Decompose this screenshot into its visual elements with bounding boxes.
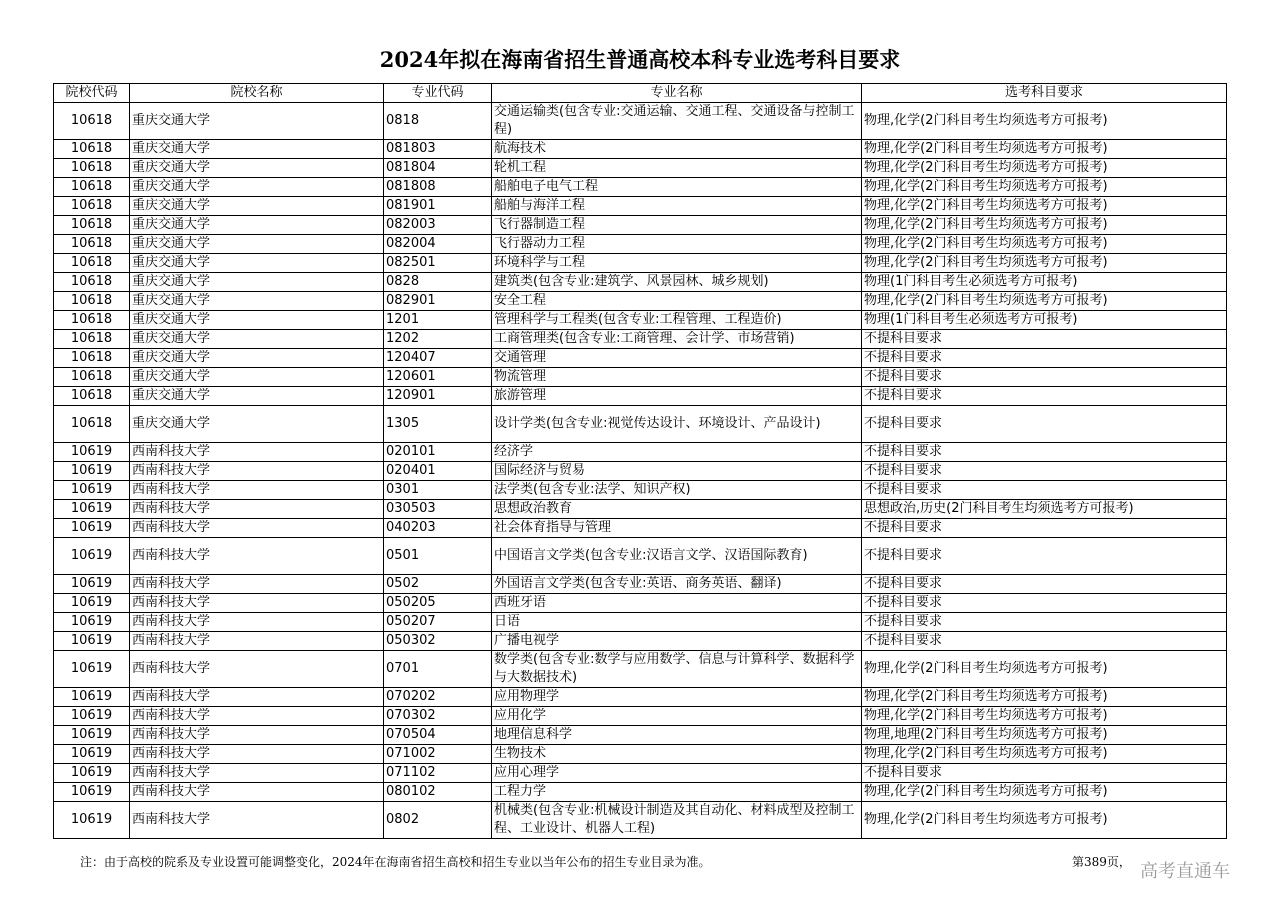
major-code-cell: 0501 [384, 538, 492, 575]
page-number: 第389页， [1072, 855, 1131, 869]
subject-requirement-cell: 不提科目要求 [862, 632, 1227, 651]
school-name-cell: 西南科技大学 [130, 651, 384, 688]
major-name-cell: 设计学类(包含专业:视觉传达设计、环境设计、产品设计) [492, 406, 862, 443]
major-code-cell: 120901 [384, 387, 492, 406]
major-name-cell: 生物技术 [492, 745, 862, 764]
table-row [54, 330, 1227, 349]
major-name-cell: 应用化学 [492, 707, 862, 726]
table-row [54, 387, 1227, 406]
school-code-cell: 10618 [54, 159, 130, 178]
subject-requirement-cell: 不提科目要求 [862, 387, 1227, 406]
major-code-cell: 071102 [384, 764, 492, 783]
table-row [54, 783, 1227, 802]
major-code-cell: 1202 [384, 330, 492, 349]
school-name-cell: 重庆交通大学 [130, 406, 384, 443]
table-row [54, 197, 1227, 216]
school-code-cell: 10618 [54, 311, 130, 330]
school-code-cell: 10619 [54, 688, 130, 707]
subject-requirement-cell: 物理,化学(2门科目考生均须选考方可报考) [862, 103, 1227, 140]
major-code-cell: 120407 [384, 349, 492, 368]
major-name-cell: 应用心理学 [492, 764, 862, 783]
school-name-cell: 西南科技大学 [130, 632, 384, 651]
major-code-cell: 070504 [384, 726, 492, 745]
major-name-cell: 旅游管理 [492, 387, 862, 406]
table-row [54, 311, 1227, 330]
major-name-cell: 船舶电子电气工程 [492, 178, 862, 197]
school-code-cell: 10619 [54, 745, 130, 764]
major-code-cell: 082003 [384, 216, 492, 235]
school-name-cell: 西南科技大学 [130, 462, 384, 481]
table-row [54, 575, 1227, 594]
major-code-cell: 081901 [384, 197, 492, 216]
major-code-cell: 0818 [384, 103, 492, 140]
table-row [54, 254, 1227, 273]
school-code-cell: 10618 [54, 178, 130, 197]
subject-requirement-cell: 不提科目要求 [862, 575, 1227, 594]
school-code-cell: 10619 [54, 726, 130, 745]
major-name-cell: 环境科学与工程 [492, 254, 862, 273]
school-name-cell: 西南科技大学 [130, 443, 384, 462]
school-code-cell: 10619 [54, 519, 130, 538]
school-code-cell: 10618 [54, 368, 130, 387]
school-code-cell: 10618 [54, 235, 130, 254]
subject-requirement-cell: 物理,化学(2门科目考生均须选考方可报考) [862, 159, 1227, 178]
table-row [54, 159, 1227, 178]
subject-requirement-cell: 物理(1门科目考生必须选考方可报考) [862, 273, 1227, 292]
school-code-cell: 10619 [54, 500, 130, 519]
subject-requirement-cell: 物理,化学(2门科目考生均须选考方可报考) [862, 802, 1227, 839]
table-row [54, 178, 1227, 197]
table-header-row [54, 84, 1227, 103]
subject-requirement-cell: 物理,化学(2门科目考生均须选考方可报考) [862, 197, 1227, 216]
school-code-cell: 10618 [54, 273, 130, 292]
school-name-cell: 西南科技大学 [130, 538, 384, 575]
header-subject-requirement: 选考科目要求 [862, 84, 1227, 103]
major-code-cell: 0828 [384, 273, 492, 292]
major-code-cell: 020101 [384, 443, 492, 462]
school-name-cell: 重庆交通大学 [130, 368, 384, 387]
subject-requirement-cell: 物理,化学(2门科目考生均须选考方可报考) [862, 745, 1227, 764]
subject-requirement-cell: 物理,化学(2门科目考生均须选考方可报考) [862, 140, 1227, 159]
major-name-cell: 交通管理 [492, 349, 862, 368]
table-row [54, 688, 1227, 707]
school-name-cell: 重庆交通大学 [130, 349, 384, 368]
school-name-cell: 西南科技大学 [130, 745, 384, 764]
major-code-cell: 120601 [384, 368, 492, 387]
subject-requirement-cell: 不提科目要求 [862, 368, 1227, 387]
school-name-cell: 西南科技大学 [130, 594, 384, 613]
school-code-cell: 10619 [54, 802, 130, 839]
major-code-cell: 0502 [384, 575, 492, 594]
major-code-cell: 0701 [384, 651, 492, 688]
school-name-cell: 西南科技大学 [130, 707, 384, 726]
subject-requirement-cell: 物理,化学(2门科目考生均须选考方可报考) [862, 292, 1227, 311]
school-name-cell: 重庆交通大学 [130, 197, 384, 216]
table-row [54, 349, 1227, 368]
major-code-cell: 071002 [384, 745, 492, 764]
major-code-cell: 081808 [384, 178, 492, 197]
school-code-cell: 10619 [54, 575, 130, 594]
major-name-cell: 建筑类(包含专业:建筑学、风景园林、城乡规划) [492, 273, 862, 292]
table-row [54, 216, 1227, 235]
subject-requirement-cell: 不提科目要求 [862, 330, 1227, 349]
school-code-cell: 10619 [54, 481, 130, 500]
major-name-cell: 物流管理 [492, 368, 862, 387]
table-body [54, 103, 1227, 839]
header-school-code: 院校代码 [54, 84, 130, 103]
school-code-cell: 10619 [54, 651, 130, 688]
major-name-cell: 日语 [492, 613, 862, 632]
major-name-cell: 安全工程 [492, 292, 862, 311]
table-row [54, 462, 1227, 481]
table-row [54, 519, 1227, 538]
school-code-cell: 10619 [54, 707, 130, 726]
major-code-cell: 070202 [384, 688, 492, 707]
school-code-cell: 10619 [54, 764, 130, 783]
school-code-cell: 10618 [54, 406, 130, 443]
major-code-cell: 082501 [384, 254, 492, 273]
school-name-cell: 重庆交通大学 [130, 292, 384, 311]
table-row [54, 481, 1227, 500]
major-code-cell: 070302 [384, 707, 492, 726]
table-row [54, 140, 1227, 159]
major-code-cell: 1305 [384, 406, 492, 443]
table-row [54, 406, 1227, 443]
subject-requirement-cell: 物理,化学(2门科目考生均须选考方可报考) [862, 254, 1227, 273]
watermark-text: 高考直通车 [1140, 861, 1230, 882]
major-name-cell: 工商管理类(包含专业:工商管理、会计学、市场营销) [492, 330, 862, 349]
subject-requirement-cell: 不提科目要求 [862, 462, 1227, 481]
school-code-cell: 10619 [54, 538, 130, 575]
major-name-cell: 航海技术 [492, 140, 862, 159]
school-code-cell: 10618 [54, 349, 130, 368]
school-name-cell: 西南科技大学 [130, 764, 384, 783]
school-code-cell: 10618 [54, 387, 130, 406]
table-row [54, 745, 1227, 764]
major-name-cell: 机械类(包含专业:机械设计制造及其自动化、材料成型及控制工程、工业设计、机器人工程) [492, 802, 862, 839]
major-name-cell: 广播电视学 [492, 632, 862, 651]
table-row [54, 764, 1227, 783]
major-code-cell: 040203 [384, 519, 492, 538]
subject-requirement-cell: 物理,化学(2门科目考生均须选考方可报考) [862, 688, 1227, 707]
major-name-cell: 轮机工程 [492, 159, 862, 178]
major-name-cell: 国际经济与贸易 [492, 462, 862, 481]
major-name-cell: 经济学 [492, 443, 862, 462]
major-name-cell: 社会体育指导与管理 [492, 519, 862, 538]
school-code-cell: 10618 [54, 103, 130, 140]
school-code-cell: 10619 [54, 594, 130, 613]
major-name-cell: 西班牙语 [492, 594, 862, 613]
major-code-cell: 0802 [384, 802, 492, 839]
subject-requirement-cell: 物理,化学(2门科目考生均须选考方可报考) [862, 707, 1227, 726]
requirements-table [53, 83, 1227, 839]
major-code-cell: 030503 [384, 500, 492, 519]
table-row [54, 726, 1227, 745]
subject-requirement-cell: 物理,地理(2门科目考生均须选考方可报考) [862, 726, 1227, 745]
table-row [54, 802, 1227, 839]
header-major-name: 专业名称 [492, 84, 862, 103]
major-code-cell: 081803 [384, 140, 492, 159]
subject-requirement-cell: 不提科目要求 [862, 519, 1227, 538]
major-name-cell: 管理科学与工程类(包含专业:工程管理、工程造价) [492, 311, 862, 330]
subject-requirement-cell: 不提科目要求 [862, 406, 1227, 443]
school-name-cell: 西南科技大学 [130, 688, 384, 707]
subject-requirement-cell: 思想政治,历史(2门科目考生均须选考方可报考) [862, 500, 1227, 519]
school-name-cell: 西南科技大学 [130, 783, 384, 802]
school-code-cell: 10619 [54, 443, 130, 462]
major-name-cell: 外国语言文学类(包含专业:英语、商务英语、翻译) [492, 575, 862, 594]
table-row [54, 651, 1227, 688]
table-row [54, 235, 1227, 254]
major-code-cell: 080102 [384, 783, 492, 802]
subject-requirement-cell: 不提科目要求 [862, 481, 1227, 500]
school-code-cell: 10619 [54, 632, 130, 651]
school-code-cell: 10618 [54, 330, 130, 349]
major-name-cell: 法学类(包含专业:法学、知识产权) [492, 481, 862, 500]
major-code-cell: 1201 [384, 311, 492, 330]
school-name-cell: 西南科技大学 [130, 726, 384, 745]
major-code-cell: 082004 [384, 235, 492, 254]
major-name-cell: 应用物理学 [492, 688, 862, 707]
school-code-cell: 10618 [54, 216, 130, 235]
school-name-cell: 西南科技大学 [130, 802, 384, 839]
school-name-cell: 重庆交通大学 [130, 254, 384, 273]
subject-requirement-cell: 物理,化学(2门科目考生均须选考方可报考) [862, 178, 1227, 197]
major-name-cell: 飞行器动力工程 [492, 235, 862, 254]
school-code-cell: 10618 [54, 254, 130, 273]
school-code-cell: 10618 [54, 197, 130, 216]
major-name-cell: 船舶与海洋工程 [492, 197, 862, 216]
major-code-cell: 050205 [384, 594, 492, 613]
table-row [54, 443, 1227, 462]
major-name-cell: 飞行器制造工程 [492, 216, 862, 235]
school-name-cell: 重庆交通大学 [130, 140, 384, 159]
table-row [54, 103, 1227, 140]
subject-requirement-cell: 物理,化学(2门科目考生均须选考方可报考) [862, 235, 1227, 254]
school-code-cell: 10619 [54, 783, 130, 802]
school-name-cell: 重庆交通大学 [130, 103, 384, 140]
school-name-cell: 重庆交通大学 [130, 311, 384, 330]
table-row [54, 632, 1227, 651]
school-name-cell: 重庆交通大学 [130, 273, 384, 292]
table-row [54, 292, 1227, 311]
table-row [54, 368, 1227, 387]
major-code-cell: 081804 [384, 159, 492, 178]
school-name-cell: 西南科技大学 [130, 500, 384, 519]
subject-requirement-cell: 不提科目要求 [862, 349, 1227, 368]
major-code-cell: 0301 [384, 481, 492, 500]
table-row [54, 707, 1227, 726]
major-name-cell: 数学类(包含专业:数学与应用数学、信息与计算科学、数据科学与大数据技术) [492, 651, 862, 688]
header-major-code: 专业代码 [384, 84, 492, 103]
major-code-cell: 050207 [384, 613, 492, 632]
subject-requirement-cell: 物理(1门科目考生必须选考方可报考) [862, 311, 1227, 330]
school-code-cell: 10619 [54, 613, 130, 632]
school-code-cell: 10618 [54, 140, 130, 159]
table-row [54, 538, 1227, 575]
major-name-cell: 思想政治教育 [492, 500, 862, 519]
table-row [54, 273, 1227, 292]
subject-requirement-cell: 不提科目要求 [862, 443, 1227, 462]
subject-requirement-cell: 不提科目要求 [862, 594, 1227, 613]
school-name-cell: 重庆交通大学 [130, 235, 384, 254]
school-name-cell: 西南科技大学 [130, 481, 384, 500]
subject-requirement-cell: 物理,化学(2门科目考生均须选考方可报考) [862, 783, 1227, 802]
major-code-cell: 050302 [384, 632, 492, 651]
major-name-cell: 地理信息科学 [492, 726, 862, 745]
school-name-cell: 重庆交通大学 [130, 159, 384, 178]
subject-requirement-cell: 不提科目要求 [862, 764, 1227, 783]
major-name-cell: 工程力学 [492, 783, 862, 802]
major-code-cell: 082901 [384, 292, 492, 311]
major-name-cell: 交通运输类(包含专业:交通运输、交通工程、交通设备与控制工程) [492, 103, 862, 140]
major-name-cell: 中国语言文学类(包含专业:汉语言文学、汉语国际教育) [492, 538, 862, 575]
table-row [54, 594, 1227, 613]
subject-requirement-cell: 物理,化学(2门科目考生均须选考方可报考) [862, 651, 1227, 688]
school-name-cell: 西南科技大学 [130, 613, 384, 632]
footnote: 注：由于高校的院系及专业设置可能调整变化，2024年在海南省招生高校和招生专业以当年公布的招生专业目录为准。 [80, 855, 711, 869]
header-school-name: 院校名称 [130, 84, 384, 103]
subject-requirement-cell: 不提科目要求 [862, 538, 1227, 575]
school-name-cell: 重庆交通大学 [130, 330, 384, 349]
school-name-cell: 重庆交通大学 [130, 216, 384, 235]
school-code-cell: 10618 [54, 292, 130, 311]
school-name-cell: 西南科技大学 [130, 575, 384, 594]
school-name-cell: 重庆交通大学 [130, 387, 384, 406]
major-code-cell: 020401 [384, 462, 492, 481]
school-name-cell: 西南科技大学 [130, 519, 384, 538]
school-code-cell: 10619 [54, 462, 130, 481]
subject-requirement-cell: 物理,化学(2门科目考生均须选考方可报考) [862, 216, 1227, 235]
table-row [54, 500, 1227, 519]
subject-requirement-cell: 不提科目要求 [862, 613, 1227, 632]
school-name-cell: 重庆交通大学 [130, 178, 384, 197]
table-row [54, 613, 1227, 632]
page-title: 2024年拟在海南省招生普通高校本科专业选考科目要求 [379, 47, 901, 72]
